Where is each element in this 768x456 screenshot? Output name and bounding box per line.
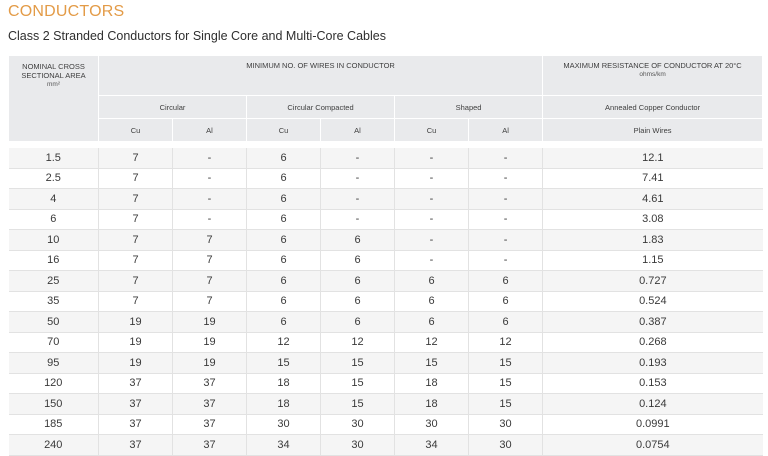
circular-cu-cell: 7 — [99, 230, 173, 251]
compacted-cu-cell: 6 — [247, 291, 321, 312]
compacted-al-cell: 15 — [321, 394, 395, 415]
compacted-al-cell: - — [321, 148, 395, 168]
compacted-cu-cell: 6 — [247, 230, 321, 251]
area-cell: 10 — [9, 230, 99, 251]
area-cell: 50 — [9, 312, 99, 333]
resistance-cell: 1.15 — [543, 250, 763, 271]
shaped-cu-cell: - — [395, 250, 469, 271]
area-cell: 2.5 — [9, 168, 99, 189]
shaped-cu-cell: 18 — [395, 373, 469, 394]
shaped-cu-cell: 18 — [395, 394, 469, 415]
shaped-al-cell: 30 — [469, 435, 543, 456]
circular-cu-cell: 7 — [99, 271, 173, 292]
resistance-cell: 0.387 — [543, 312, 763, 333]
circular-al-cell: - — [173, 209, 247, 230]
circular-al-cell: 7 — [173, 250, 247, 271]
area-cell: 150 — [9, 394, 99, 415]
circular-al-cell: - — [173, 189, 247, 210]
area-header-line1: NOMINAL CROSS — [22, 62, 85, 71]
compacted-cu-cell: 30 — [247, 414, 321, 435]
circular-cu-cell: 7 — [99, 209, 173, 230]
shaped-cu-header: Cu — [395, 119, 469, 142]
circular-cu-cell: 7 — [99, 291, 173, 312]
shaped-al-cell: - — [469, 230, 543, 251]
resistance-cell: 0.193 — [543, 353, 763, 374]
compacted-al-cell: 30 — [321, 435, 395, 456]
circular-al-cell: 7 — [173, 271, 247, 292]
compacted-al-cell: 6 — [321, 250, 395, 271]
min-wires-header: MINIMUM NO. OF WIRES IN CONDUCTOR — [99, 56, 543, 96]
circular-cu-cell: 7 — [99, 168, 173, 189]
shaped-cu-cell: - — [395, 148, 469, 168]
circular-cu-cell: 7 — [99, 250, 173, 271]
resistance-cell: 0.124 — [543, 394, 763, 415]
circular-al-cell: 37 — [173, 414, 247, 435]
shaped-cu-cell: - — [395, 209, 469, 230]
shaped-al-cell: 15 — [469, 394, 543, 415]
circular-al-cell: 37 — [173, 373, 247, 394]
compacted-al-cell: 6 — [321, 271, 395, 292]
table-row — [9, 271, 763, 292]
circular-compacted-header: Circular Compacted — [247, 96, 395, 119]
area-cell: 185 — [9, 414, 99, 435]
compacted-al-cell: 6 — [321, 312, 395, 333]
shaped-al-cell: - — [469, 168, 543, 189]
circular-cu-header: Cu — [99, 119, 173, 142]
shaped-al-cell: - — [469, 189, 543, 210]
compacted-cu-cell: 6 — [247, 148, 321, 168]
shaped-cu-cell: - — [395, 168, 469, 189]
resistance-cell: 12.1 — [543, 148, 763, 168]
table-row — [9, 435, 763, 456]
circular-cu-cell: 7 — [99, 148, 173, 168]
shaped-al-cell: 30 — [469, 414, 543, 435]
area-cell: 1.5 — [9, 148, 99, 168]
area-cell: 16 — [9, 250, 99, 271]
shaped-cu-cell: 6 — [395, 271, 469, 292]
compacted-al-cell: - — [321, 168, 395, 189]
circular-al-cell: - — [173, 148, 247, 168]
compacted-cu-cell: 6 — [247, 189, 321, 210]
table-row — [9, 373, 763, 394]
compacted-cu-cell: 12 — [247, 332, 321, 353]
shaped-cu-cell: - — [395, 230, 469, 251]
resistance-cell: 0.0754 — [543, 435, 763, 456]
circular-cu-cell: 7 — [99, 189, 173, 210]
page-title: CONDUCTORS — [8, 3, 125, 20]
shaped-cu-cell: 6 — [395, 312, 469, 333]
circular-al-cell: 19 — [173, 332, 247, 353]
annealed-header: Annealed Copper Conductor — [543, 96, 763, 119]
circular-al-cell: - — [173, 168, 247, 189]
table-row — [9, 148, 763, 168]
compacted-cu-cell: 18 — [247, 394, 321, 415]
compacted-al-cell: - — [321, 189, 395, 210]
resistance-cell: 4.61 — [543, 189, 763, 210]
shaped-cu-cell: - — [395, 189, 469, 210]
circular-al-cell: 19 — [173, 353, 247, 374]
conductors-table — [8, 55, 763, 456]
area-header — [9, 56, 99, 142]
area-cell: 240 — [9, 435, 99, 456]
area-cell: 35 — [9, 291, 99, 312]
area-cell: 4 — [9, 189, 99, 210]
max-resistance-unit: ohms/km — [639, 71, 666, 78]
table-row — [9, 189, 763, 210]
circular-cu-cell: 19 — [99, 332, 173, 353]
compacted-al-cell: 30 — [321, 414, 395, 435]
shaped-cu-cell: 15 — [395, 353, 469, 374]
table-row — [9, 414, 763, 435]
circular-cu-cell: 37 — [99, 414, 173, 435]
compacted-cu-cell: 6 — [247, 250, 321, 271]
table-row — [9, 209, 763, 230]
shaped-al-cell: 6 — [469, 271, 543, 292]
resistance-cell: 0.524 — [543, 291, 763, 312]
shaped-al-cell: - — [469, 148, 543, 168]
compacted-al-cell: - — [321, 209, 395, 230]
table-row — [9, 250, 763, 271]
compacted-cu-header: Cu — [247, 119, 321, 142]
circular-cu-cell: 37 — [99, 435, 173, 456]
shaped-al-header: Al — [469, 119, 543, 142]
page-subtitle: Class 2 Stranded Conductors for Single Core and Multi-Core Cables — [8, 29, 386, 43]
circular-al-cell: 37 — [173, 435, 247, 456]
compacted-cu-cell: 6 — [247, 271, 321, 292]
shaped-cu-cell: 12 — [395, 332, 469, 353]
shaped-al-cell: 12 — [469, 332, 543, 353]
compacted-al-cell: 6 — [321, 291, 395, 312]
compacted-al-cell: 6 — [321, 230, 395, 251]
compacted-cu-cell: 18 — [247, 373, 321, 394]
resistance-cell: 0.727 — [543, 271, 763, 292]
area-cell: 25 — [9, 271, 99, 292]
compacted-al-cell: 15 — [321, 353, 395, 374]
area-cell: 95 — [9, 353, 99, 374]
circular-cu-cell: 37 — [99, 394, 173, 415]
table-row — [9, 332, 763, 353]
resistance-cell: 7.41 — [543, 168, 763, 189]
resistance-cell: 0.0991 — [543, 414, 763, 435]
resistance-cell: 3.08 — [543, 209, 763, 230]
table-row — [9, 353, 763, 374]
shaped-al-cell: 15 — [469, 373, 543, 394]
table-row — [9, 168, 763, 189]
table-row — [9, 291, 763, 312]
compacted-al-cell: 15 — [321, 373, 395, 394]
resistance-cell: 1.83 — [543, 230, 763, 251]
shaped-cu-cell: 6 — [395, 291, 469, 312]
shaped-cu-cell: 30 — [395, 414, 469, 435]
table-row — [9, 312, 763, 333]
compacted-cu-cell: 6 — [247, 209, 321, 230]
area-cell: 6 — [9, 209, 99, 230]
compacted-cu-cell: 15 — [247, 353, 321, 374]
shaped-al-cell: 6 — [469, 312, 543, 333]
circular-cu-cell: 19 — [99, 312, 173, 333]
plain-wires-header: Plain Wires — [543, 119, 763, 142]
compacted-al-header: Al — [321, 119, 395, 142]
shaped-al-cell: - — [469, 209, 543, 230]
compacted-al-cell: 12 — [321, 332, 395, 353]
resistance-cell: 0.153 — [543, 373, 763, 394]
shaped-al-cell: - — [469, 250, 543, 271]
circular-al-cell: 7 — [173, 291, 247, 312]
circular-al-cell: 19 — [173, 312, 247, 333]
area-cell: 70 — [9, 332, 99, 353]
compacted-cu-cell: 6 — [247, 312, 321, 333]
circular-cu-cell: 19 — [99, 353, 173, 374]
max-resistance-header — [543, 56, 763, 96]
compacted-cu-cell: 6 — [247, 168, 321, 189]
resistance-cell: 0.268 — [543, 332, 763, 353]
compacted-cu-cell: 34 — [247, 435, 321, 456]
area-unit: mm² — [47, 81, 60, 88]
area-header-line2: SECTIONAL AREA — [21, 71, 86, 80]
shaped-al-cell: 15 — [469, 353, 543, 374]
shaped-cu-cell: 34 — [395, 435, 469, 456]
circular-al-cell: 7 — [173, 230, 247, 251]
table-row — [9, 394, 763, 415]
circular-header: Circular — [99, 96, 247, 119]
area-cell: 120 — [9, 373, 99, 394]
shaped-al-cell: 6 — [469, 291, 543, 312]
circular-al-header: Al — [173, 119, 247, 142]
shaped-header: Shaped — [395, 96, 543, 119]
circular-cu-cell: 37 — [99, 373, 173, 394]
circular-al-cell: 37 — [173, 394, 247, 415]
table-row — [9, 230, 763, 251]
max-resistance-label: MAXIMUM RESISTANCE OF CONDUCTOR AT 20°C — [563, 61, 742, 70]
